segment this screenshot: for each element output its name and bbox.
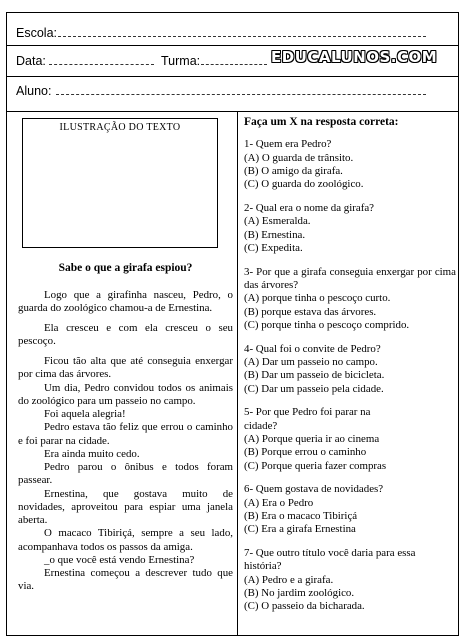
answer-option[interactable]: (B) No jardim zoológico. xyxy=(244,586,355,599)
story-paragraph: Um dia, Pedro convidou todos os animais do zoológico para um passeio no campo. xyxy=(18,381,233,407)
answer-option[interactable]: (B) Ernestina. xyxy=(244,228,306,241)
answer-option[interactable]: (C) Era a girafa Ernestina xyxy=(244,523,356,536)
date-line xyxy=(49,64,154,65)
column-divider xyxy=(237,112,238,636)
answer-option[interactable]: (B) Dar um passeio de bicicleta. xyxy=(244,369,385,382)
question-stem: 4- Qual foi o convite de Pedro? xyxy=(244,342,381,355)
question-5 xyxy=(244,406,456,472)
question-3 xyxy=(244,266,456,332)
story-paragraph: Ficou tão alta que até conseguia enxergar por cima das árvores. xyxy=(18,355,233,381)
question-stem: 6- Quem gostava de novidades? xyxy=(244,483,384,496)
illustration-box xyxy=(22,118,218,248)
header-divider-3 xyxy=(6,111,459,112)
question-6 xyxy=(244,483,456,536)
student-line xyxy=(56,94,426,95)
story-paragraph: _o que você está vendo Ernestina? xyxy=(44,553,195,566)
answer-option[interactable]: (B) Porque errou o caminho xyxy=(244,446,367,459)
answer-option[interactable]: (A) Era o Pedro xyxy=(244,496,314,509)
answer-option[interactable]: (A) O guarda de trânsito. xyxy=(244,151,354,164)
question-stem: 1- Quem era Pedro? xyxy=(244,138,332,151)
header-divider-2 xyxy=(6,76,459,77)
story-paragraph: Ernestina começou a descrever tudo que via. xyxy=(18,567,233,593)
story-paragraph: Ernestina, que gostava muito de novidades, aproveitou para espiar uma janela aberta. xyxy=(18,487,233,526)
answer-option[interactable]: (A) Porque queria ir ao cinema xyxy=(244,432,380,445)
story-paragraph: Ela cresceu e com ela cresceu o seu pescoço. xyxy=(18,322,233,348)
story-paragraph: Pedro parou o ônibus e todos foram passear. xyxy=(18,461,233,487)
answer-option[interactable]: (B) Era o macaco Tibiriçá xyxy=(244,509,358,522)
story-paragraph: Pedro estava tão feliz que errou o caminho e foi parar na cidade. xyxy=(18,421,233,447)
story-paragraph: Logo que a girafinha nasceu, Pedro, o guarda do zoológico chamou-a de Ernestina. xyxy=(18,289,233,315)
question-1 xyxy=(244,138,456,191)
answer-option[interactable]: (C) Porque queria fazer compras xyxy=(244,459,387,472)
answer-option[interactable]: (C) porque tinha o pescoço comprido. xyxy=(244,318,410,331)
story-paragraph: O macaco Tibiriçá, sempre a seu lado, acompanhava todos os passos da amiga. xyxy=(18,527,233,553)
class-label: Turma: xyxy=(161,54,201,68)
answer-option[interactable]: (C) O guarda do zoológico. xyxy=(244,178,364,191)
answer-option[interactable]: (B) porque estava das árvores. xyxy=(244,305,377,318)
school-label: Escola: xyxy=(16,26,57,40)
answer-option[interactable]: (A) Dar um passeio no campo. xyxy=(244,355,378,368)
questions-column xyxy=(244,116,456,624)
answer-option[interactable]: (C) O passeio da bicharada. xyxy=(244,600,365,613)
question-7 xyxy=(244,547,456,613)
answer-option[interactable]: (B) O amigo da girafa. xyxy=(244,164,343,177)
answer-option[interactable]: (C) Expedita. xyxy=(244,241,303,254)
story-title: Sabe o que a girafa espiou? xyxy=(58,262,193,274)
class-line xyxy=(201,64,267,65)
question-stem: 7- Que outro título você daria para essa história? xyxy=(244,547,416,573)
story-text xyxy=(18,289,233,594)
question-2 xyxy=(244,202,456,255)
educalunos-logo: EDUCALUNOS.COM xyxy=(271,48,438,66)
school-line xyxy=(58,36,426,37)
story-paragraph: Era ainda muito cedo. xyxy=(44,447,140,460)
question-stem: 3- Por que a girafa conseguia enxergar por cima das árvores? xyxy=(244,265,456,291)
answer-option[interactable]: (A) porque tinha o pescoço curto. xyxy=(244,292,391,305)
answer-option[interactable]: (A) Pedro e a girafa. xyxy=(244,573,334,586)
question-stem: 2- Qual era o nome da girafa? xyxy=(244,201,375,214)
student-label: Aluno: xyxy=(16,84,52,98)
question-stem: 5- Por que Pedro foi parar na cidade? xyxy=(244,406,371,432)
date-label: Data: xyxy=(16,54,46,68)
answer-option[interactable]: (C) Dar um passeio pela cidade. xyxy=(244,382,384,395)
story-paragraph: Foi aquela alegria! xyxy=(44,408,126,420)
illustration-caption: ILUSTRAÇÃO DO TEXTO xyxy=(59,122,181,133)
question-4 xyxy=(244,343,456,396)
answer-option[interactable]: (A) Esmeralda. xyxy=(244,215,311,228)
questions-title: Faça um X na resposta correta: xyxy=(244,116,399,128)
